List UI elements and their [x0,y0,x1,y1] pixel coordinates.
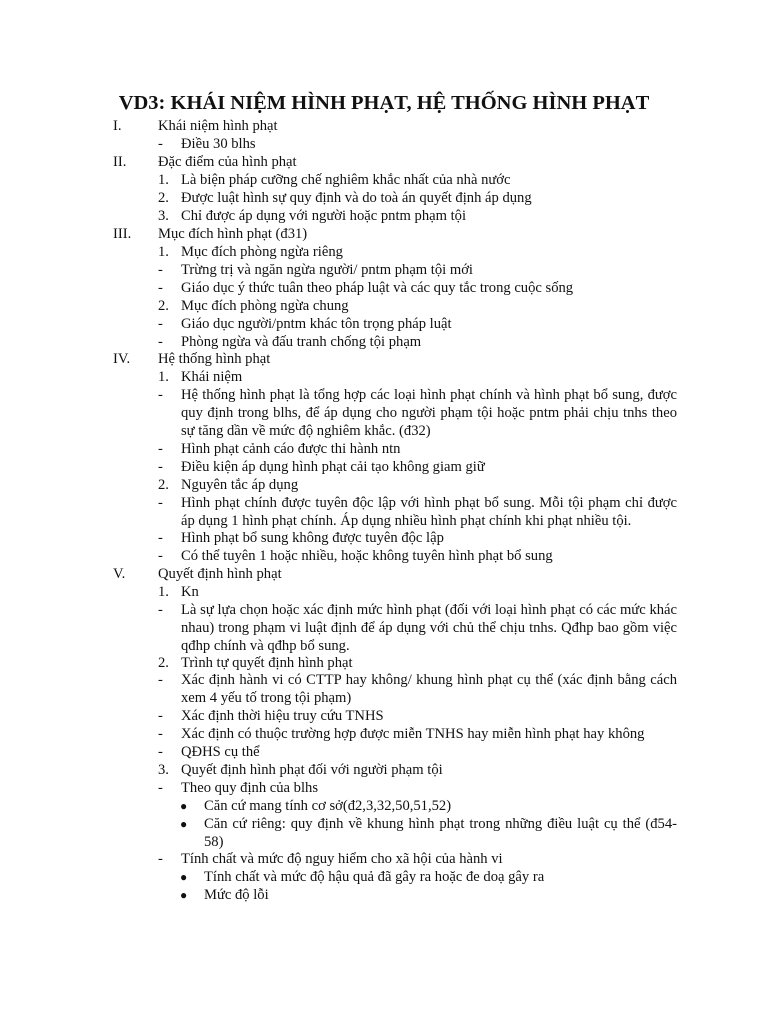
number-marker: 3. [158,208,169,224]
bullet-item [0,815,768,850]
section-text: Mục đích hình phạt (đ31) [158,226,308,242]
bullet-icon: ● [180,799,188,813]
item-text: Căn cứ riêng: quy định về khung hình phạt trong những điều luật cụ thể (đ54-58) [204,816,677,850]
dash-marker: - [158,459,163,475]
list-item [0,761,768,779]
dash-marker: - [158,387,163,403]
item-text: Theo quy định của blhs [181,780,318,796]
item-text: Hệ thống hình phạt là tổng hợp các loại hình phạt chính và hình phạt bổ sung, được quy định trong blhs, để áp dụng cho người phạm tội hoặc pntm phải chịu tnhs theo sự tăng dần về mức độ nghiêm khắc. (đ32) [181,387,677,439]
list-item [0,850,768,868]
bullet-icon: ● [180,888,188,902]
list-item [0,725,768,743]
item-text: Là sự lựa chọn hoặc xác định mức hình phạt (đối với loại hình phạt có các mức khác nhau) trong phạm vi luật định để áp dụng với chủ thể chịu tnhs. Qđhp bao gồm việc qđhp chính và qđhp bổ sung. [181,602,677,654]
section-number: II. [113,154,127,170]
dash-marker: - [158,726,163,742]
list-item [0,171,768,189]
list-item [0,779,768,797]
list-item [0,315,768,333]
number-marker: 1. [158,369,169,385]
section-number: IV. [113,351,131,367]
list-item [0,135,768,153]
list-item [0,207,768,225]
item-text: Điều kiện áp dụng hình phạt cải tạo không giam giữ [181,459,485,475]
item-text: Trừng trị và ngăn ngừa người/ pntm phạm tội mới [181,262,473,278]
section-text: Quyết định hình phạt [158,566,282,582]
number-marker: 2. [158,190,169,206]
section-heading [0,225,768,243]
list-item [0,671,768,706]
section-text: Hệ thống hình phạt [158,351,271,367]
list-item [0,494,768,529]
item-text: Tính chất và mức độ hậu quả đã gây ra hoặc đe doạ gây ra [204,869,545,885]
item-text: Mức độ lỗi [204,887,269,903]
dash-marker: - [158,530,163,546]
item-text: Mục đích phòng ngừa riêng [181,244,343,260]
bullet-item [0,886,768,904]
item-text: Chỉ được áp dụng với người hoặc pntm phạm tội [181,208,467,224]
list-item [0,476,768,494]
item-text: Điều 30 blhs [181,136,256,152]
section-heading [0,117,768,135]
list-item [0,707,768,725]
item-text: Tính chất và mức độ nguy hiểm cho xã hội của hành vi [181,851,503,867]
section-heading [0,350,768,368]
dash-marker: - [158,316,163,332]
item-text: Có thể tuyên 1 hoặc nhiều, hoặc không tuyên hình phạt bổ sung [181,548,553,564]
list-item [0,261,768,279]
list-item [0,333,768,351]
list-item [0,279,768,297]
dash-marker: - [158,548,163,564]
bullet-icon: ● [180,817,188,831]
section-number: III. [113,226,132,242]
list-item [0,297,768,315]
item-text: Giáo dục ý thức tuân theo pháp luật và các quy tắc trong cuộc sống [181,280,574,296]
item-text: Kn [181,584,199,600]
list-item [0,654,768,672]
item-text: Xác định có thuộc trường hợp được miễn TNHS hay miễn hình phạt hay không [181,726,645,742]
dash-marker: - [158,262,163,278]
list-item [0,529,768,547]
item-text: Mục đích phòng ngừa chung [181,298,349,314]
list-item [0,583,768,601]
number-marker: 1. [158,584,169,600]
item-text: Xác định thời hiệu truy cứu TNHS [181,708,384,724]
dash-marker: - [158,672,163,688]
dash-marker: - [158,708,163,724]
dash-marker: - [158,280,163,296]
list-item [0,440,768,458]
item-text: Được luật hình sự quy định và do toà án quyết định áp dụng [181,190,532,206]
section-number: I. [113,118,122,134]
item-text: Khái niệm [181,369,243,385]
dash-marker: - [158,334,163,350]
section-heading [0,153,768,171]
bullet-item [0,868,768,886]
number-marker: 2. [158,298,169,314]
section-text: Khái niệm hình phạt [158,118,278,134]
list-item [0,189,768,207]
item-text: Hình phạt bổ sung không được tuyên độc lập [181,530,444,546]
bullet-item [0,797,768,815]
section-number: V. [113,566,126,582]
item-text: Là biện pháp cưỡng chế nghiêm khắc nhất của nhà nước [181,172,511,188]
item-text: Phòng ngừa và đấu tranh chống tội phạm [181,334,422,350]
dash-marker: - [158,602,163,618]
dash-marker: - [158,495,163,511]
section-heading [0,565,768,583]
number-marker: 3. [158,762,169,778]
list-item [0,458,768,476]
item-text: Giáo dục người/pntm khác tôn trọng pháp luật [181,316,452,332]
list-item [0,243,768,261]
item-text: Hình phạt chính được tuyên độc lập với hình phạt bổ sung. Mỗi tội phạm chỉ được áp dụng 1 hình phạt chính. Áp dụng nhiều hình phạt chính khi phạt nhiều tội. [181,495,677,529]
number-marker: 2. [158,477,169,493]
list-item [0,386,768,439]
item-text: Hình phạt cảnh cáo được thi hành ntn [181,441,401,457]
list-item [0,601,768,654]
item-text: Trình tự quyết định hình phạt [181,655,353,671]
number-marker: 1. [158,244,169,260]
item-text: QĐHS cụ thể [181,744,260,760]
item-text: Quyết định hình phạt đối với người phạm tội [181,762,443,778]
list-item [0,368,768,386]
bullet-icon: ● [180,870,188,884]
item-text: Nguyên tắc áp dụng [181,477,299,493]
list-item [0,743,768,761]
dash-marker: - [158,441,163,457]
dash-marker: - [158,136,163,152]
dash-marker: - [158,744,163,760]
item-text: Căn cứ mang tính cơ sở(đ2,3,32,50,51,52) [204,798,452,814]
number-marker: 2. [158,655,169,671]
section-text: Đặc điểm của hình phạt [158,154,297,170]
list-item [0,547,768,565]
item-text: Xác định hành vi có CTTP hay không/ khung hình phạt cụ thể (xác định bằng cách xem 4 yếu tố trong tội phạm) [181,672,677,706]
number-marker: 1. [158,172,169,188]
dash-marker: - [158,851,163,867]
document-title: VD3: KHÁI NIỆM HÌNH PHẠT, HỆ THỐNG HÌNH PHẠT [118,92,650,114]
dash-marker: - [158,780,163,796]
